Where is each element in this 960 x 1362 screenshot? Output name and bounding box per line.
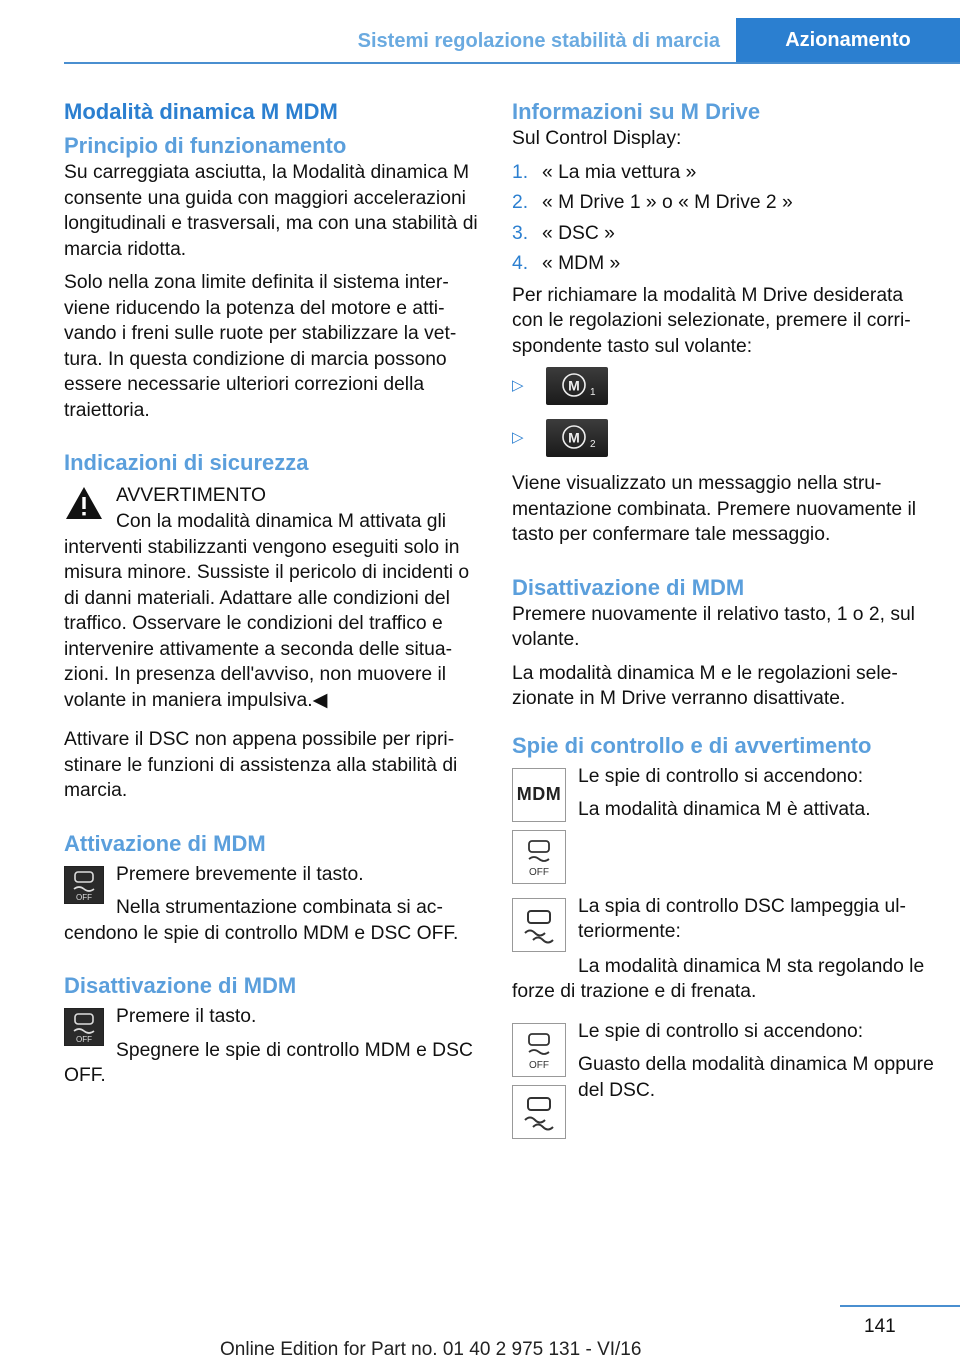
warning-title: AVVERTIMENTO [116, 485, 266, 506]
svg-text:2: 2 [590, 439, 596, 450]
list-item: 4. « MDM » [512, 253, 621, 274]
paragraph: Sul Control Display: [512, 128, 682, 149]
deactivation-block [64, 1004, 484, 1044]
heading-disattivazione-right: Disattivazione di MDM [512, 574, 745, 600]
svg-text:OFF: OFF [76, 892, 92, 902]
deactivation-step-1: Premere il tasto. [116, 1006, 257, 1027]
dsc-off-lamp-icon [512, 1023, 566, 1077]
heading-attivazione: Attivazione di MDM [64, 830, 266, 856]
paragraph: La modalità dinamica M e le regolazioni selezionate in M Drive verranno disattivate. [512, 662, 898, 709]
svg-text:M: M [568, 377, 580, 394]
heading-info-mdrive: Informazioni su M Drive [512, 99, 761, 124]
svg-text:OFF: OFF [529, 1059, 549, 1071]
edition-text: Online Edition for Part no. 01 40 2 975 131 - VI/16 [220, 1339, 642, 1360]
dsc-off-button-icon [64, 1008, 104, 1046]
activation-step-2: Nella strumentazione combinata si accendono le spie di controllo MDM e DSC OFF. [64, 897, 459, 944]
left-column [64, 98, 484, 1097]
paragraph: Su carreggiata asciutta, la Modalità dinamica M consente una guida con maggiori accelerazioni longitudinali e trasversali, ma con una stabilità di marcia ridotta. [64, 162, 478, 260]
steps-list [512, 160, 937, 277]
paragraph: Per richiamare la modalità M Drive desiderata con le regolazioni selezionate, premere il corrispondente tasto sul volante: [512, 284, 911, 357]
warning-triangle-icon [64, 485, 104, 521]
header-tab: Azionamento [736, 18, 960, 62]
dsc-off-button-icon [64, 866, 104, 904]
lamp-text: Le spie di controllo si accendono: [578, 765, 864, 787]
activation-step-1: Premere brevemente il tasto. [116, 863, 364, 885]
triangle-bullet-icon: ▷ [512, 429, 524, 447]
lamp-group-1 [512, 764, 937, 888]
right-column [512, 98, 937, 1149]
lamp-text: La spia di controllo DSC lampeggia ulteriormente: [578, 895, 906, 942]
heading-spie: Spie di controllo e di avvertimento [512, 732, 872, 758]
triangle-bullet-icon: ▷ [512, 377, 524, 395]
lamp-text: Guasto della modalità dinamica M oppure del DSC. [578, 1054, 934, 1101]
heading-principio: Principio di funzionamento [64, 133, 347, 158]
header-rule [64, 62, 960, 64]
dsc-lamp-icon [512, 1085, 566, 1139]
lamp-group-3 [512, 1019, 937, 1149]
warning-text: Con la modalità dinamica M attivata gli interventi stabilizzanti vengono eseguiti solo in misura minore. Sussiste il pericolo di incidenti o di danni materiali. Adattare alle condizioni del traffico. Osservare le condizioni del traffico e intervenire attivamente a seconda delle situazioni. In presenza dell'avviso, non muovere il volante in maniera impulsiva.◀ [64, 511, 470, 711]
m2-button-row [512, 419, 937, 457]
paragraph: Viene visualizzato un messaggio nella strumentazione combinata. Premere nuovamente il tasto per confermare tale messaggio. [512, 473, 917, 545]
lamp-text: La modalità dinamica M sta regolando le forze di trazione e di frenata. [512, 955, 925, 1002]
list-item: 2. « M Drive 1 » o « M Drive 2 » [512, 192, 793, 213]
heading-sicurezza: Indicazioni di sicurezza [64, 450, 309, 475]
paragraph: Solo nella zona limite definita il sistema interviene riducendo la potenza del motore e attivando i freni sulle ruote per stabilizzare la vettura. In questa condizione di marcia possono essere necessarie ulteriori correzioni della traiettoria. [64, 272, 457, 421]
m1-button-row [512, 367, 937, 405]
svg-text:OFF: OFF [529, 866, 549, 878]
svg-text:OFF: OFF [76, 1035, 92, 1044]
dsc-off-lamp-icon [512, 830, 566, 884]
lamp-text: Le spie di controllo si accendono: [578, 1020, 864, 1042]
m1-button-icon [546, 367, 608, 405]
activation-block [64, 862, 484, 902]
mdm-lamp-icon: MDM [512, 768, 566, 822]
header-section-title: Sistemi regolazione stabilità di marcia [357, 30, 720, 52]
heading-mdm: Modalità dinamica M MDM [64, 99, 338, 124]
lamp-group-2 [512, 894, 937, 954]
svg-text:M: M [568, 429, 580, 446]
lamp-text: La modalità dinamica M è attivata. [578, 799, 871, 820]
footer-rule [840, 1305, 960, 1307]
deactivation-step-2: Spegnere le spie di controllo MDM e DSC OFF. [64, 1039, 473, 1086]
warning-block [64, 483, 484, 533]
list-item: 3. « DSC » [512, 222, 615, 244]
m2-button-icon [546, 419, 608, 457]
heading-disattivazione: Disattivazione di MDM [64, 973, 297, 998]
list-item: 1. « La mia vettura » [512, 161, 697, 183]
page-number: 141 [864, 1316, 896, 1337]
svg-text:1: 1 [590, 387, 596, 398]
dsc-lamp-icon [512, 898, 566, 952]
paragraph: Premere nuovamente il relativo tasto, 1 o 2, sul volante. [512, 603, 915, 650]
paragraph: Attivare il DSC non appena possibile per ripristinare le funzioni di assistenza alla stabilità di marcia. [64, 729, 458, 801]
